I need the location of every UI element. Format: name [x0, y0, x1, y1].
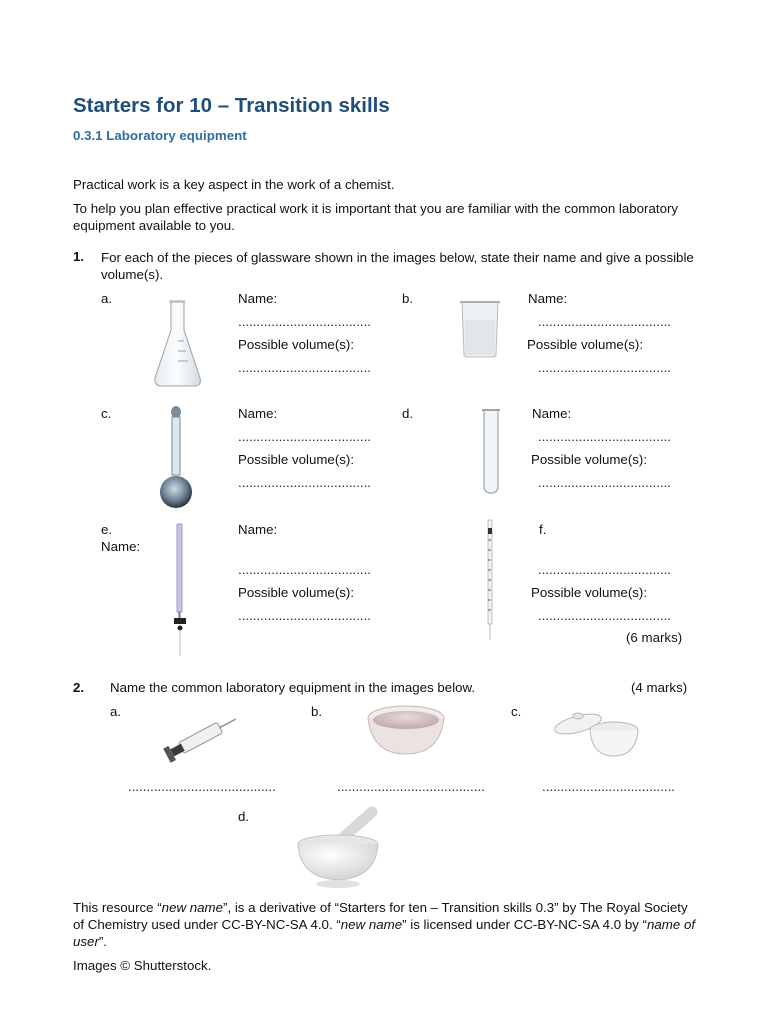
item-e-volume-label: Possible volume(s): [238, 585, 355, 600]
q2-item-d-letter: d. [238, 809, 250, 824]
q2-item-c-answer[interactable]: .................................... [542, 779, 675, 794]
license-part-2: ”, is a derivative of “Starters for ten – Transition skills 0.3” by The Royal Society of Chemistry used under CC-BY-NC-SA 4.0. “ [73, 900, 688, 932]
beaker-image [455, 298, 505, 360]
item-b-volume-label: Possible volume(s): [527, 337, 644, 352]
item-b-volume-answer[interactable]: .................................... [538, 360, 671, 375]
item-b-letter: b. [402, 291, 414, 306]
item-e-letter: e. [101, 522, 113, 537]
item-d-volume-answer[interactable]: .................................... [538, 475, 671, 490]
item-e-name-label: Name: [238, 522, 278, 537]
question-1-number: 1. [73, 249, 85, 264]
intro-paragraph-1: Practical work is a key aspect in the work of a chemist. [73, 177, 395, 192]
crucible-with-lid-image [552, 700, 642, 762]
pestle-and-mortar-image [292, 806, 384, 890]
question-1-text: For each of the pieces of glassware shown in the images below, state their name and give a possible volume(s). [101, 250, 694, 282]
item-f-volume-label: Possible volume(s): [531, 585, 648, 600]
syringe-image [160, 706, 248, 766]
question-2-marks: (4 marks) [631, 680, 688, 695]
item-f-name-answer[interactable]: .................................... [538, 562, 671, 577]
item-d-name-label: Name: [532, 406, 572, 421]
item-a-name-label: Name: [238, 291, 278, 306]
item-d-letter: d. [402, 406, 414, 421]
license-text [73, 900, 698, 950]
q2-item-c-letter: c. [511, 704, 522, 719]
item-f-volume-answer[interactable]: .................................... [538, 608, 671, 623]
item-d-name-answer[interactable]: .................................... [538, 429, 671, 444]
item-c-volume-answer[interactable]: .................................... [238, 475, 371, 490]
evaporating-basin-image [364, 700, 448, 760]
question-1-marks: (6 marks) [626, 630, 683, 645]
item-f-letter: f. [539, 522, 547, 537]
graduated-pipette-image [482, 518, 498, 642]
item-d-volume-label: Possible volume(s): [531, 452, 648, 467]
item-e-name-text: Name: [101, 539, 141, 554]
license-user-name: name of user [73, 916, 696, 949]
item-e-name-answer[interactable]: .................................... [238, 562, 371, 577]
license-part-1: This resource “ [73, 900, 162, 915]
question-2-number: 2. [73, 680, 85, 695]
item-a-letter: a. [101, 291, 113, 306]
volumetric-flask-image [155, 404, 197, 512]
page-title: Starters for 10 – Transition skills [73, 94, 390, 117]
item-c-name-label: Name: [238, 406, 278, 421]
conical-flask-image [148, 296, 208, 394]
license-part-3: ” is licensed under CC-BY-NC-SA 4.0 by “ [402, 916, 647, 932]
intro-paragraph-2: To help you plan effective practical work it is important that you are familiar with the common laboratory equipment available to you. [73, 201, 679, 233]
burette-image [170, 522, 190, 658]
item-b-name-label: Name: [528, 291, 568, 306]
license-new-name: new name [161, 900, 224, 915]
item-a-volume-label: Possible volume(s): [238, 337, 355, 352]
license-part-4: ”. [98, 933, 107, 949]
page-subtitle: 0.3.1 Laboratory equipment [73, 128, 247, 143]
item-c-letter: c. [101, 406, 112, 421]
q2-item-a-letter: a. [110, 704, 122, 719]
item-b-name-answer[interactable]: .................................... [538, 314, 671, 329]
test-tube-image [478, 406, 504, 496]
item-a-name-answer[interactable]: .................................... [238, 314, 371, 329]
item-e-volume-answer[interactable]: .................................... [238, 608, 371, 623]
question-2-text: Name the common laboratory equipment in the images below. [110, 680, 476, 695]
item-c-name-answer[interactable]: .................................... [238, 429, 371, 444]
q2-item-b-answer[interactable]: ........................................ [337, 779, 485, 794]
item-a-volume-answer[interactable]: .................................... [238, 360, 371, 375]
images-credit: Images © Shutterstock. [73, 958, 212, 973]
license-new-name-2: new name [340, 916, 403, 932]
q2-item-a-answer[interactable]: ........................................ [128, 779, 276, 794]
item-c-volume-label: Possible volume(s): [238, 452, 355, 467]
q2-item-b-letter: b. [311, 704, 323, 719]
